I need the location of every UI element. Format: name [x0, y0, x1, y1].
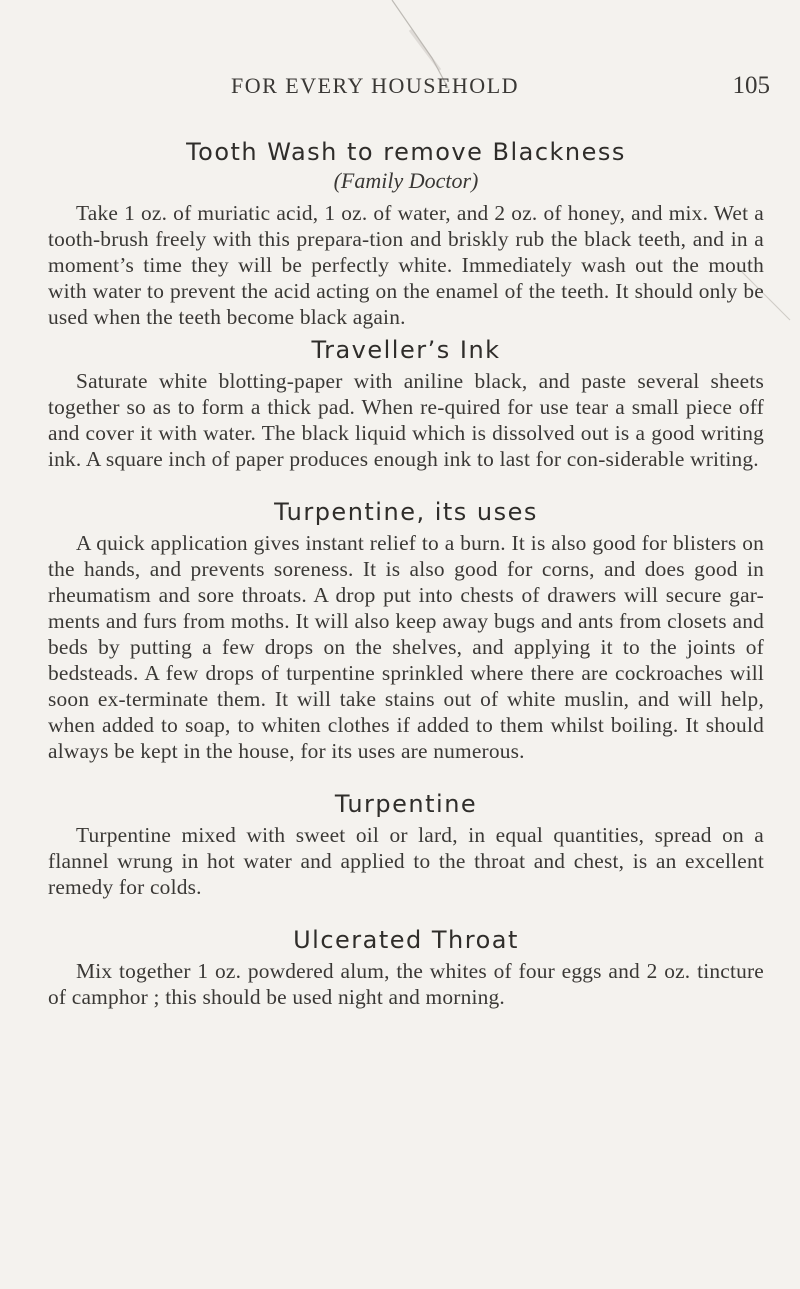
section-ulcerated-throat: [48, 926, 764, 1010]
section-title: Turpentine, its uses: [274, 498, 538, 526]
section-tooth-wash: [48, 138, 764, 330]
section-title: Turpentine: [334, 790, 478, 818]
page-content: [48, 138, 764, 1010]
section-title: Traveller’s Ink: [311, 336, 501, 364]
section-source: (Family Doctor): [333, 168, 479, 193]
section-title: Tooth Wash to remove Blackness: [186, 138, 626, 166]
section-body: Mix together 1 oz. powdered alum, the whites of four eggs and 2 oz. tincture of camphor ; this should be used night and morning.: [48, 959, 764, 1009]
running-head: [30, 72, 790, 100]
page-number: 105: [732, 72, 770, 99]
section-body: Take 1 oz. of muriatic acid, 1 oz. of water, and 2 oz. of honey, and mix. Wet a tooth-brush freely with this prepara-tion and briskly rub the black teeth, and in a moment’s time they will be perfectly white. Immediately wash out the mouth with water to prevent the acid acting on the enamel of the teeth. It should only be used when the teeth become black again.: [48, 201, 764, 329]
section-turpentine-uses: [48, 498, 764, 764]
section-travellers-ink: [48, 336, 764, 472]
section-body: A quick application gives instant relief to a burn. It is also good for blisters on the hands, and prevents soreness. It is also good for corns, and does good in rheumatism and sore throats. A drop put into chests of drawers will secure gar-ments and furs from moths. It will also keep away bugs and ants from closets and beds by putting a few drops on the shelves, and applying it to the joints of bedsteads. A few drops of turpentine sprinkled where there are cockroaches will soon ex-terminate them. It will take stains out of white muslin, and will help, when added to soap, to whiten clothes if added to them whilst boiling. It should always be kept in the house, for its uses are numerous.: [48, 531, 764, 763]
section-turpentine: [48, 790, 764, 900]
section-body: Saturate white blotting-paper with aniline black, and paste several sheets together so as to form a thick pad. When re-quired for use tear a small piece off and cover it with water. The black liquid which is dissolved out is a good writing ink. A square inch of paper produces enough ink to last for con-siderable writing.: [48, 369, 764, 471]
section-title: Ulcerated Throat: [293, 926, 519, 954]
running-head-title: FOR EVERY HOUSEHOLD: [230, 73, 520, 98]
section-body: Turpentine mixed with sweet oil or lard, in equal quantities, spread on a flannel wrung in hot water and applied to the throat and chest, is an excellent remedy for colds.: [48, 823, 764, 899]
